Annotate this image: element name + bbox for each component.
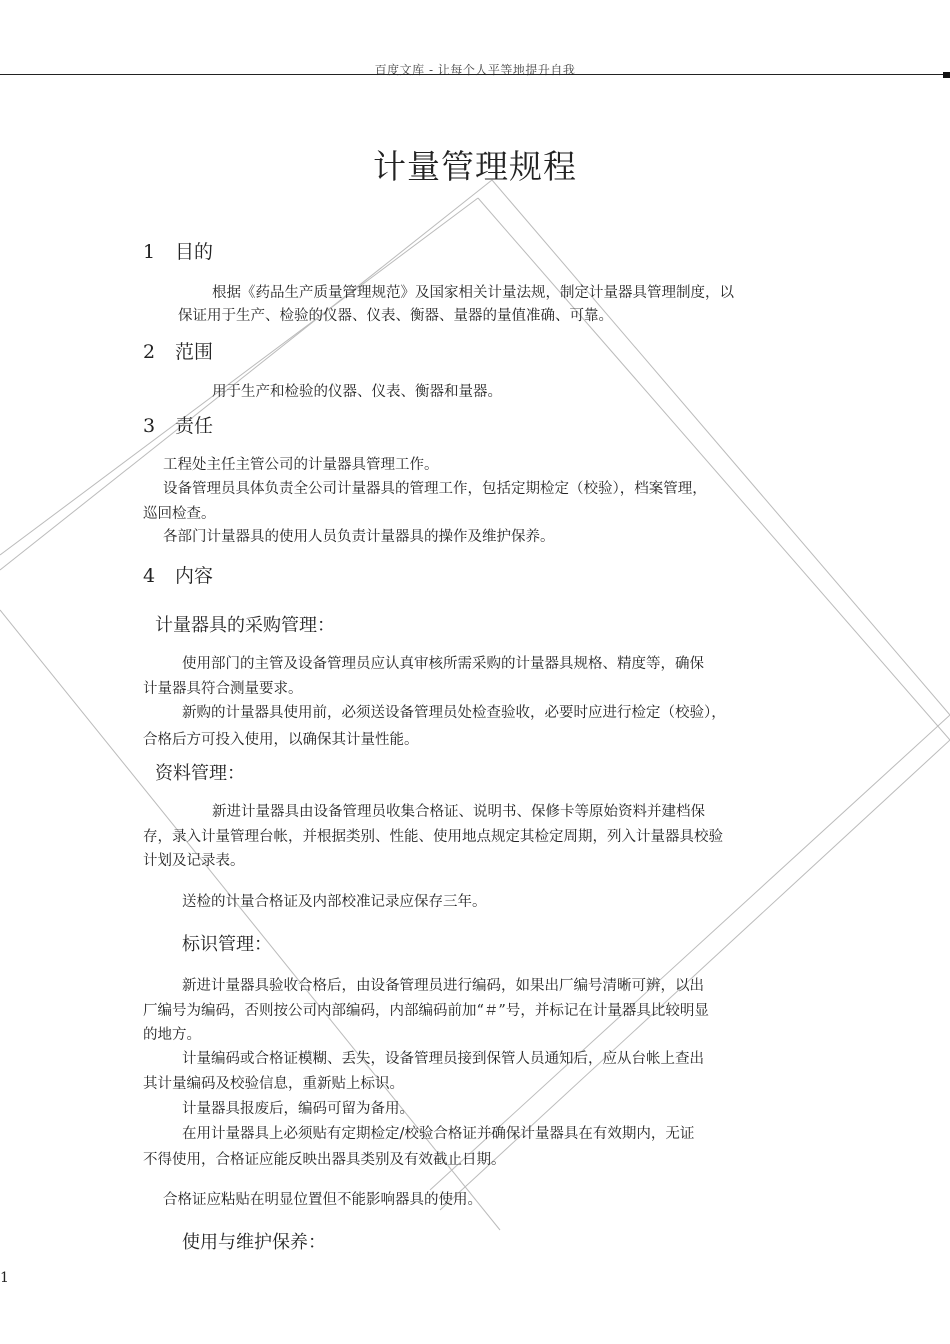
subsection-heading: 标识管理： (182, 934, 272, 955)
subsection-heading: 资料管理： (155, 763, 245, 784)
paragraph-line: 新进计量器具由设备管理员收集合格证、说明书、保修卡等原始资料并建档保 (212, 804, 705, 820)
section-title: 范围 (175, 341, 214, 363)
paragraph-line: 计量器具符合测量要求。 (143, 681, 303, 697)
paragraph-line: 存，录入计量管理台帐，并根据类别、性能、使用地点规定其检定周期，列入计量器具校验 (143, 829, 723, 845)
paragraph-line: 不得使用，合格证应能反映出器具类别及有效截止日期。 (143, 1152, 506, 1168)
section-number: 4 (143, 565, 156, 587)
section-number: 2 (143, 341, 156, 363)
paragraph-line: 设备管理员具体负责全公司计量器具的管理工作，包括定期检定（校验），档案管理， (163, 481, 707, 497)
section-title: 目的 (175, 241, 214, 263)
section-3-heading (143, 414, 213, 438)
header-rule (0, 74, 943, 75)
paragraph-line: 在用计量器具上必须贴有定期检定/校验合格证并确保计量器具在有效期内，无证 (182, 1126, 695, 1142)
paragraph-line: 新购的计量器具使用前，必须送设备管理员处检查验收，必要时应进行检定（校验）， (182, 705, 726, 721)
paragraph-line: 使用部门的主管及设备管理员应认真审核所需采购的计量器具规格、精度等，确保 (182, 656, 704, 672)
paragraph-line: 用于生产和检验的仪器、仪表、衡器和量器。 (212, 384, 502, 400)
paragraph-line: 巡回检查。 (143, 506, 216, 522)
paragraph-line: 合格后方可投入使用，以确保其计量性能。 (143, 732, 419, 748)
subsection-heading: 计量器具的采购管理： (155, 615, 335, 636)
paragraph-line: 计划及记录表。 (143, 853, 245, 869)
document-title: 计量管理规程 (373, 147, 577, 186)
page-number: 1 (0, 1270, 9, 1286)
paragraph-line: 厂编号为编码，否则按公司内部编码，内部编码前加“＃”号，并标记在计量器具比较明显 (143, 1003, 709, 1019)
paragraph-line: 送检的计量合格证及内部校准记录应保存三年。 (182, 894, 487, 910)
subsection-heading: 使用与维护保养： (182, 1232, 326, 1253)
section-title: 责任 (175, 415, 214, 437)
section-number: 3 (143, 415, 156, 437)
paragraph-line: 工程处主任主管公司的计量器具管理工作。 (163, 457, 439, 473)
paragraph-line: 根据《药品生产质量管理规范》及国家相关计量法规，制定计量器具管理制度，以 (212, 285, 734, 301)
section-1-heading (143, 240, 213, 264)
paragraph-line: 合格证应粘贴在明显位置但不能影响器具的使用。 (163, 1192, 482, 1208)
header-corner-mark (943, 72, 950, 78)
paragraph-line: 新进计量器具验收合格后，由设备管理员进行编码，如果出厂编号清晰可辨，以出 (182, 978, 704, 994)
section-2-heading (143, 340, 213, 364)
paragraph-line: 其计量编码及校验信息，重新贴上标识。 (143, 1076, 404, 1092)
section-4-heading (143, 564, 213, 588)
paragraph-line: 的地方。 (143, 1027, 201, 1043)
paragraph-line: 计量器具报废后，编码可留为备用。 (182, 1101, 414, 1117)
paragraph-line: 各部门计量器具的使用人员负责计量器具的操作及维护保养。 (163, 529, 555, 545)
paragraph-line: 计量编码或合格证模糊、丢失，设备管理员接到保管人员通知后，应从台帐上查出 (182, 1051, 704, 1067)
section-number: 1 (143, 241, 156, 263)
page-header: 百度文库 - 让每个人平等地提升自我 (374, 63, 576, 77)
section-title: 内容 (175, 565, 214, 587)
paragraph-line: 保证用于生产、检验的仪器、仪表、衡器、量器的量值准确、可靠。 (178, 308, 613, 324)
